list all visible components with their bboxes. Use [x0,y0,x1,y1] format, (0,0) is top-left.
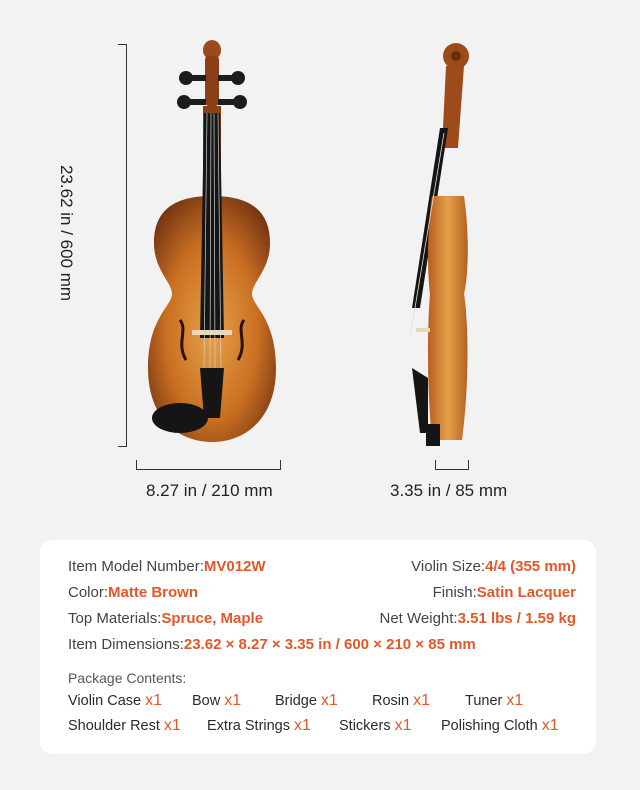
height-dimension-label: 23.62 in / 600 mm [57,165,76,302]
width-dimension-tick-right [280,460,281,470]
spec-weight [380,610,577,627]
package-item-qty: x1 [320,692,338,709]
width-dimension-line [136,469,281,470]
package-item-qty: x1 [145,692,162,709]
package-item [192,692,241,710]
spec-dimensions-label: Item Dimensions: [68,636,184,653]
violin-front-image [140,38,290,453]
package-item [68,717,181,735]
package-item-name: Violin Case [68,693,142,709]
package-item [207,717,311,735]
spec-color-label: Color: [68,584,109,601]
package-item-name: Tuner [465,693,503,709]
package-item-name: Stickers [339,718,391,734]
package-item-name: Bridge [275,693,317,709]
spec-model-label: Item Model Number: [68,558,204,575]
spec-materials-label: Top Materials: [68,610,162,627]
spec-size [411,558,576,575]
spec-model-value: MV012W [203,558,266,575]
spec-size-value: 4/4 (355 mm) [485,558,576,575]
spec-materials [68,610,263,627]
spec-weight-value: 3.51 lbs / 1.59 kg [457,610,576,627]
package-item-name: Extra Strings [207,718,290,734]
package-item-name: Bow [192,693,221,709]
violin-side-image [398,38,488,453]
spec-color-value: Matte Brown [108,584,199,601]
package-item [275,692,338,710]
spec-color [68,584,198,601]
width-dimension-tick-left [136,460,137,470]
spec-finish-value: Satin Lacquer [476,584,576,601]
spec-dimensions [68,636,476,653]
package-item [441,717,559,735]
package-item-qty: x1 [294,717,311,734]
package-item-qty: x1 [163,717,181,734]
package-item-qty: x1 [506,692,524,709]
depth-dimension-tick-right [468,460,469,470]
height-dimension-line [126,44,127,447]
package-item-qty: x1 [394,717,412,734]
package-item [68,692,162,710]
spec-weight-label: Net Weight: [379,610,458,627]
spec-dimensions-value: 23.62 × 8.27 × 3.35 in / 600 × 210 × 85 mm [183,636,476,653]
depth-dimension-line [435,469,469,470]
height-dimension-tick-top [118,44,127,45]
depth-dimension-label: 3.35 in / 85 mm [390,481,508,500]
spec-materials-value: Spruce, Maple [161,610,264,627]
spec-finish [433,584,576,601]
package-item-name: Polishing Cloth [441,718,538,734]
package-contents-title: Package Contents: [68,670,187,686]
package-item [339,717,411,735]
width-dimension-label: 8.27 in / 210 mm [146,481,273,500]
package-item-qty: x1 [413,692,430,709]
package-item [372,692,430,710]
spec-card [40,540,596,754]
height-dimension-tick-bottom [118,446,127,447]
package-item [465,692,523,710]
package-item-qty: x1 [224,692,242,709]
package-item-name: Rosin [372,693,410,709]
spec-finish-label: Finish: [432,584,477,601]
package-item-qty: x1 [541,717,559,734]
depth-dimension-tick-left [435,460,436,470]
spec-model [68,558,266,575]
spec-size-label: Violin Size: [411,558,486,575]
package-item-name: Shoulder Rest [68,718,160,734]
